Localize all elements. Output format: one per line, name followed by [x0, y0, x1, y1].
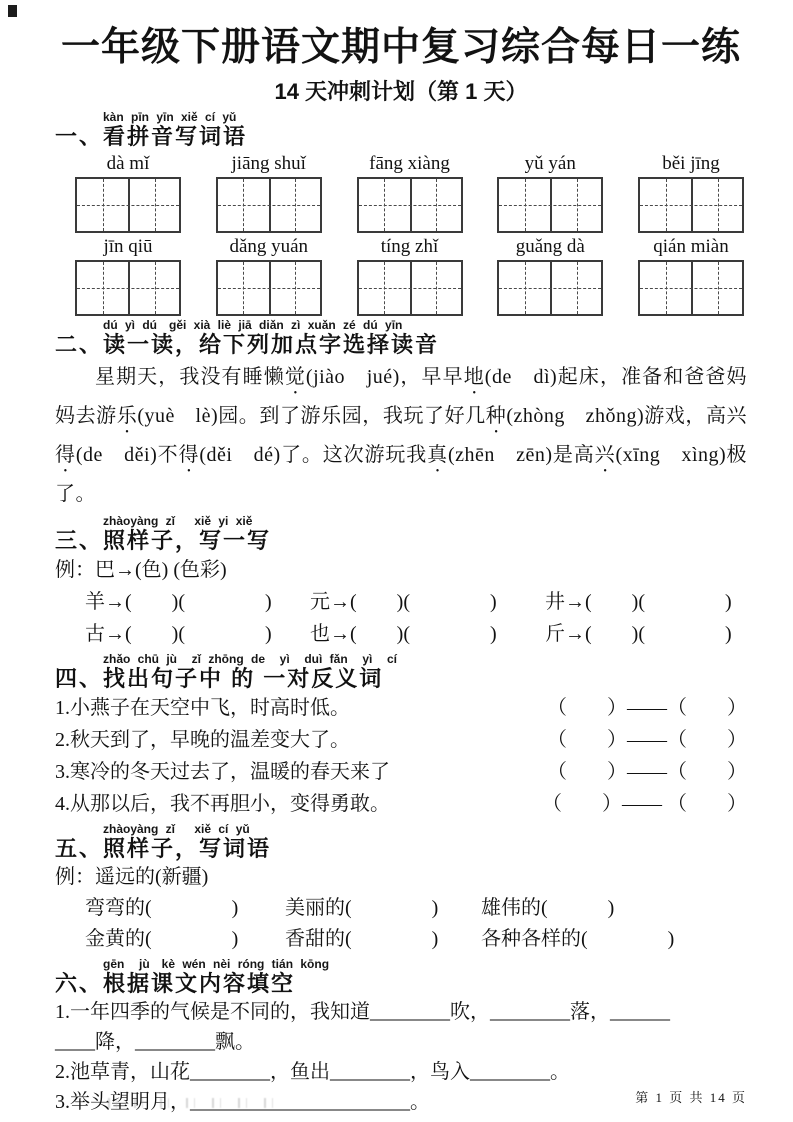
- section-title-text: 照样子，写一写: [103, 528, 272, 553]
- section-title-text: 读一读，给下列加点字选择读音: [103, 332, 440, 357]
- sentence-text: 2.秋天到了，早晚的温差变大了。: [55, 729, 350, 751]
- section-1-heading: [55, 111, 747, 150]
- grid-cell: [218, 262, 269, 314]
- section-1-title: [55, 124, 747, 150]
- grid-cell: [691, 262, 742, 314]
- grid-cell: [691, 179, 742, 231]
- exercise-cell: 雄伟的( ): [481, 897, 615, 919]
- writing-grid: [75, 177, 181, 233]
- pinyin-label: tíng zhǐ: [380, 236, 439, 257]
- exercise-cell: 斤→( )( ): [545, 623, 732, 645]
- passage-text: (jiào jué)，早早: [305, 366, 464, 388]
- reading-passage: [55, 360, 747, 512]
- writing-grid: [638, 260, 744, 316]
- grid-cell: [128, 179, 179, 231]
- section-number: 六、: [55, 971, 104, 996]
- section-number: 一、: [55, 124, 104, 149]
- answer-blank: （ ）——（ ）: [547, 697, 747, 719]
- section-1-pinyin: kàn pīn yīn xiě cí yǔ: [103, 110, 237, 124]
- exercise-cell: 弯弯的( ): [85, 897, 239, 919]
- emphasized-character: 乐: [116, 405, 138, 427]
- grid-cell: [410, 262, 461, 314]
- section-4-heading: [55, 653, 747, 692]
- section-title-text: 照样子，写词语: [103, 836, 272, 861]
- emphasized-character: 得: [55, 444, 76, 466]
- exercise-cell: 也→( )( ): [310, 623, 497, 645]
- section-5-pinyin: zhàoyàng zǐ xiě cí yǔ: [103, 822, 250, 836]
- sentence-item: [55, 692, 747, 724]
- section-title-text: 看拼音写词语: [103, 124, 248, 149]
- section-6-title: [55, 971, 747, 997]
- section-title-text: 找出句子中 的 一对反义词: [103, 666, 384, 691]
- grid-cell: [218, 179, 269, 231]
- section-2-title: [55, 332, 747, 358]
- answer-blank: （ ）——（ ）: [547, 729, 747, 751]
- sentence-item: [55, 756, 747, 788]
- sentence-text: 4.从那以后，我不再胆小，变得勇敢。: [55, 793, 390, 815]
- section-number: 二、: [55, 332, 104, 357]
- pinyin-label: běi jīng: [662, 153, 720, 174]
- fill-blank-line: 2.池草青，山花________，鱼出________，鸟入________。: [55, 1061, 570, 1083]
- section-4-title: [55, 666, 747, 692]
- pinyin-label: jiāng shuǐ: [231, 153, 306, 174]
- section-2-pinyin: dú yì dú gěi xià liè jiā diǎn zì xuǎn zé dú yīn: [103, 318, 403, 332]
- example-line: 例：巴→(色) (色彩): [55, 559, 227, 581]
- emphasized-character: 兴: [594, 444, 616, 466]
- emphasized-character: 种: [485, 405, 507, 427]
- grid-cell: [128, 262, 179, 314]
- exercise-row: [85, 586, 747, 618]
- scan-mark: [8, 5, 17, 17]
- page-title: 一年级下册语文期中复习综合每日一练: [60, 26, 741, 69]
- pinyin-label: jīn qiū: [103, 236, 153, 257]
- grid-cell: [359, 179, 410, 231]
- section-3-heading: [55, 515, 747, 554]
- writing-grid: [357, 177, 463, 233]
- passage-text: (de děi)不: [75, 444, 179, 466]
- section-5-title: [55, 836, 747, 862]
- grid-cell: [77, 262, 128, 314]
- pinyin-label: yǔ yán: [524, 153, 576, 174]
- writing-grid: [357, 260, 463, 316]
- pinyin-grid-unit: [497, 235, 603, 316]
- section-number: 三、: [55, 528, 104, 553]
- emphasized-character: 真: [427, 444, 448, 466]
- sentence-item: [55, 724, 747, 756]
- pinyin-label: fāng xiàng: [369, 153, 450, 174]
- pinyin-label: guǎng dà: [515, 236, 585, 257]
- exercise-cell: 金黄的( ): [85, 928, 239, 950]
- exercise-cell: 美丽的( ): [285, 897, 439, 919]
- section-number: 四、: [55, 666, 104, 691]
- grid-cell: [640, 179, 691, 231]
- grid-cell: [550, 179, 601, 231]
- grid-cell: [77, 179, 128, 231]
- writing-grid: [497, 177, 603, 233]
- grid-cell: [550, 262, 601, 314]
- sentence-text: 1.小燕子在天空中飞，时高时低。: [55, 697, 350, 719]
- passage-text: (xīng xìng)极了。: [55, 444, 748, 505]
- writing-grid: [216, 260, 322, 316]
- grid-cell: [410, 179, 461, 231]
- sentence-item: [55, 788, 747, 820]
- passage-text: (zhòng zhǒng)游戏，高兴: [506, 405, 748, 427]
- passage-text: (yuè lè)园。到了游乐园，我玩了好几: [137, 405, 486, 427]
- section-2-heading: [55, 319, 747, 358]
- writing-grid: [216, 177, 322, 233]
- pinyin-label: dǎng yuán: [229, 236, 309, 257]
- page-number: 第 1 页 共 14 页: [635, 1090, 747, 1105]
- grid-cell: [269, 262, 320, 314]
- passage-text: (de dì)起床，准备和爸爸妈妈去游: [55, 366, 748, 427]
- pinyin-grid-unit: [638, 152, 744, 233]
- pinyin-grid-unit: [216, 235, 322, 316]
- pinyin-grid-unit: [497, 152, 603, 233]
- grid-cell: [269, 179, 320, 231]
- grid-cell: [640, 262, 691, 314]
- fill-blank-line: 3.举头望明月，______________________。: [55, 1091, 430, 1113]
- pinyin-grid-unit: [638, 235, 744, 316]
- passage-text: 星期天，我没有睡懒: [95, 366, 285, 388]
- pinyin-label: qián miàn: [653, 236, 729, 257]
- fill-blank-line: 1.一年四季的气候是不同的，我知道________吹，________落，______: [55, 1001, 670, 1023]
- pinyin-grid-unit: [216, 152, 322, 233]
- passage-text: (děi dé)了。这次游玩我: [199, 444, 428, 466]
- exercise-cell: 元→( )( ): [310, 591, 497, 613]
- writing-grid: [638, 177, 744, 233]
- exercise-row: [85, 893, 747, 924]
- scan-artifact: [108, 1098, 283, 1108]
- exercise-cell: 古→( )( ): [85, 623, 272, 645]
- pinyin-grid-row-1: [75, 152, 744, 233]
- pinyin-grid-unit: [75, 235, 181, 316]
- writing-grid: [497, 260, 603, 316]
- section-title-text: 根据课文内容填空: [103, 971, 296, 996]
- pinyin-grid-unit: [357, 235, 463, 316]
- section-5-heading: [55, 823, 747, 862]
- answer-blank: （ ）——（ ）: [547, 761, 747, 783]
- answer-blank: （ ）—— （ ）: [542, 793, 747, 815]
- section-4-pinyin: zhǎo chū jù zǐ zhōng de yì duì fǎn yì cí: [103, 652, 398, 666]
- pinyin-grid-row-2: [75, 235, 744, 316]
- exercise-cell: 井→( )( ): [545, 591, 732, 613]
- pinyin-grid-unit: [357, 152, 463, 233]
- page-subtitle: 14 天冲刺计划（第 1 天）: [274, 79, 528, 104]
- grid-cell: [359, 262, 410, 314]
- exercise-cell: 羊→( )( ): [85, 591, 272, 613]
- exercise-row: [85, 924, 747, 955]
- section-6-heading: [55, 958, 747, 997]
- grid-cell: [499, 179, 550, 231]
- emphasized-character: 觉: [284, 366, 306, 388]
- example-line: 例：遥远的(新疆): [55, 866, 209, 888]
- section-3-pinyin: zhàoyàng zǐ xiě yi xiě: [103, 514, 253, 528]
- sentence-text: 3.寒冷的冬天过去了，温暖的春天来了: [55, 761, 390, 783]
- pinyin-label: dà mǐ: [106, 153, 150, 174]
- passage-text: (zhēn zēn)是高: [448, 444, 595, 466]
- section-3-title: [55, 528, 747, 554]
- section-6-pinyin: gēn jù kè wén nèi róng tián kōng: [103, 957, 330, 971]
- emphasized-character: 地: [463, 366, 485, 388]
- fill-blank-line: ____降，________飘。: [55, 1031, 255, 1053]
- section-number: 五、: [55, 836, 104, 861]
- writing-grid: [75, 260, 181, 316]
- exercise-row: [85, 618, 747, 650]
- exercise-cell: 香甜的( ): [285, 928, 439, 950]
- emphasized-character: 得: [178, 444, 200, 466]
- pinyin-grid-unit: [75, 152, 181, 233]
- exercise-cell: 各种各样的( ): [481, 928, 675, 950]
- grid-cell: [499, 262, 550, 314]
